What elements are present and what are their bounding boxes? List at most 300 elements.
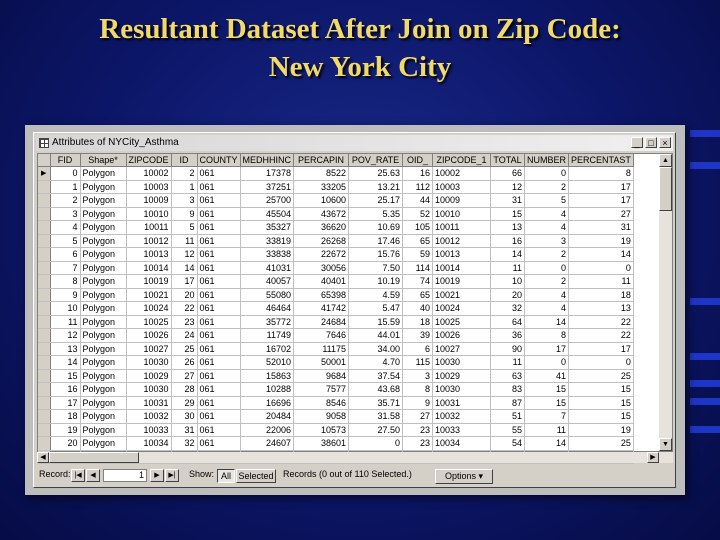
table-cell[interactable]: 3: [171, 194, 197, 208]
current-row-arrow-icon[interactable]: ▶: [38, 167, 50, 181]
table-cell[interactable]: 30056: [294, 261, 349, 275]
table-cell[interactable]: 2: [525, 275, 569, 289]
table-cell[interactable]: 10011: [126, 221, 171, 235]
row-selector[interactable]: [38, 423, 50, 437]
column-header[interactable]: ID: [171, 154, 197, 167]
table-cell[interactable]: 10032: [126, 410, 171, 424]
table-cell[interactable]: 061: [197, 383, 240, 397]
table-cell[interactable]: 15: [50, 369, 80, 383]
table-cell[interactable]: 8522: [294, 167, 349, 181]
table-cell[interactable]: 10009: [126, 194, 171, 208]
table-cell[interactable]: 44: [403, 194, 433, 208]
row-selector[interactable]: [38, 248, 50, 262]
table-cell[interactable]: 13.21: [349, 180, 403, 194]
table-cell[interactable]: 4: [50, 221, 80, 235]
table-cell[interactable]: 10034: [433, 437, 491, 451]
table-cell[interactable]: 20: [491, 288, 525, 302]
table-cell[interactable]: 15: [569, 410, 634, 424]
table-cell[interactable]: 12: [491, 180, 525, 194]
table-cell[interactable]: Polygon: [80, 423, 126, 437]
table-cell[interactable]: 15: [569, 396, 634, 410]
table-cell[interactable]: 10029: [126, 369, 171, 383]
table-cell[interactable]: 0: [525, 167, 569, 181]
table-cell[interactable]: Polygon: [80, 167, 126, 181]
table-cell[interactable]: 14: [569, 248, 634, 262]
table-cell[interactable]: 31.58: [349, 410, 403, 424]
table-cell[interactable]: 20: [171, 288, 197, 302]
table-row[interactable]: [38, 396, 633, 410]
table-cell[interactable]: 27: [403, 410, 433, 424]
table-row[interactable]: [38, 180, 633, 194]
table-row[interactable]: [38, 248, 633, 262]
table-cell[interactable]: 11175: [294, 342, 349, 356]
table-cell[interactable]: 34.00: [349, 342, 403, 356]
table-cell[interactable]: 5: [525, 194, 569, 208]
table-cell[interactable]: 061: [197, 180, 240, 194]
table-cell[interactable]: 0: [569, 356, 634, 370]
table-cell[interactable]: 2: [50, 194, 80, 208]
minimize-button[interactable]: _: [631, 137, 643, 148]
table-row[interactable]: [38, 234, 633, 248]
table-cell[interactable]: 32: [491, 302, 525, 316]
table-cell[interactable]: 105: [403, 221, 433, 235]
table-cell[interactable]: 8: [403, 383, 433, 397]
table-cell[interactable]: 061: [197, 329, 240, 343]
table-cell[interactable]: 16702: [240, 342, 294, 356]
table-cell[interactable]: 40: [403, 302, 433, 316]
table-cell[interactable]: 24607: [240, 437, 294, 451]
table-cell[interactable]: 10027: [126, 342, 171, 356]
window-titlebar[interactable]: [36, 135, 673, 151]
table-cell[interactable]: 2: [171, 167, 197, 181]
table-cell[interactable]: 10025: [433, 315, 491, 329]
table-cell[interactable]: 10030: [433, 356, 491, 370]
table-row[interactable]: [38, 423, 633, 437]
table-cell[interactable]: 87: [491, 396, 525, 410]
table-cell[interactable]: 36620: [294, 221, 349, 235]
table-cell[interactable]: 27.50: [349, 423, 403, 437]
table-cell[interactable]: 0: [525, 356, 569, 370]
table-cell[interactable]: 45504: [240, 207, 294, 221]
table-cell[interactable]: 25700: [240, 194, 294, 208]
table-cell[interactable]: 10.19: [349, 275, 403, 289]
table-cell[interactable]: 061: [197, 356, 240, 370]
column-header[interactable]: POV_RATE: [349, 154, 403, 167]
table-cell[interactable]: 7: [50, 261, 80, 275]
row-selector[interactable]: [38, 302, 50, 316]
table-cell[interactable]: 33819: [240, 234, 294, 248]
table-cell[interactable]: 28: [171, 383, 197, 397]
table-cell[interactable]: 10012: [126, 234, 171, 248]
table-cell[interactable]: 10.69: [349, 221, 403, 235]
table-row[interactable]: [38, 369, 633, 383]
table-cell[interactable]: 10030: [433, 383, 491, 397]
table-cell[interactable]: 061: [197, 437, 240, 451]
table-cell[interactable]: 10009: [433, 194, 491, 208]
table-cell[interactable]: 9058: [294, 410, 349, 424]
table-cell[interactable]: 10012: [433, 234, 491, 248]
table-cell[interactable]: 10030: [126, 383, 171, 397]
table-cell[interactable]: 10031: [433, 396, 491, 410]
table-cell[interactable]: 112: [403, 180, 433, 194]
table-cell[interactable]: 10010: [433, 207, 491, 221]
table-cell[interactable]: 10032: [433, 410, 491, 424]
table-row[interactable]: [38, 194, 633, 208]
table-cell[interactable]: Polygon: [80, 437, 126, 451]
table-cell[interactable]: 39: [403, 329, 433, 343]
table-cell[interactable]: 27: [171, 369, 197, 383]
table-row[interactable]: [38, 207, 633, 221]
column-header[interactable]: PERCAPIN: [294, 154, 349, 167]
table-cell[interactable]: 0: [525, 261, 569, 275]
table-cell[interactable]: 3: [50, 207, 80, 221]
table-cell[interactable]: 061: [197, 194, 240, 208]
table-cell[interactable]: 11: [50, 315, 80, 329]
row-selector[interactable]: [38, 369, 50, 383]
next-record-icon[interactable]: ▶: [150, 469, 164, 482]
table-cell[interactable]: 2: [525, 180, 569, 194]
table-cell[interactable]: 10019: [126, 275, 171, 289]
table-cell[interactable]: 9: [403, 396, 433, 410]
table-cell[interactable]: Polygon: [80, 180, 126, 194]
table-cell[interactable]: 24684: [294, 315, 349, 329]
table-cell[interactable]: 59: [403, 248, 433, 262]
table-cell[interactable]: 18: [50, 410, 80, 424]
table-cell[interactable]: 23: [403, 423, 433, 437]
table-cell[interactable]: 061: [197, 396, 240, 410]
table-cell[interactable]: 15863: [240, 369, 294, 383]
table-cell[interactable]: 11: [525, 423, 569, 437]
table-cell[interactable]: 11: [491, 261, 525, 275]
close-button[interactable]: ×: [659, 137, 671, 148]
table-cell[interactable]: 20484: [240, 410, 294, 424]
table-row[interactable]: [38, 356, 633, 370]
table-cell[interactable]: 41742: [294, 302, 349, 316]
table-cell[interactable]: 4: [525, 221, 569, 235]
table-cell[interactable]: 061: [197, 248, 240, 262]
table-cell[interactable]: 10027: [433, 342, 491, 356]
table-cell[interactable]: 16: [50, 383, 80, 397]
table-cell[interactable]: 19: [569, 234, 634, 248]
table-cell[interactable]: 061: [197, 207, 240, 221]
table-cell[interactable]: 10034: [126, 437, 171, 451]
table-cell[interactable]: 90: [491, 342, 525, 356]
table-row[interactable]: [38, 261, 633, 275]
table-cell[interactable]: 10014: [126, 261, 171, 275]
table-cell[interactable]: 15: [525, 396, 569, 410]
table-cell[interactable]: 20: [50, 437, 80, 451]
table-cell[interactable]: 10600: [294, 194, 349, 208]
table-cell[interactable]: 10021: [433, 288, 491, 302]
table-cell[interactable]: Polygon: [80, 410, 126, 424]
row-selector[interactable]: [38, 396, 50, 410]
table-cell[interactable]: 14: [525, 315, 569, 329]
scroll-up-icon[interactable]: ▲: [659, 154, 672, 167]
table-cell[interactable]: 15: [569, 383, 634, 397]
table-cell[interactable]: 9684: [294, 369, 349, 383]
table-cell[interactable]: 17: [569, 180, 634, 194]
table-cell[interactable]: 22006: [240, 423, 294, 437]
row-selector[interactable]: [38, 194, 50, 208]
table-cell[interactable]: Polygon: [80, 302, 126, 316]
table-cell[interactable]: 33838: [240, 248, 294, 262]
table-cell[interactable]: 33205: [294, 180, 349, 194]
table-cell[interactable]: 17: [569, 342, 634, 356]
table-cell[interactable]: 41: [525, 369, 569, 383]
table-cell[interactable]: 23: [171, 315, 197, 329]
table-cell[interactable]: 25: [569, 437, 634, 451]
row-selector[interactable]: [38, 342, 50, 356]
maximize-button[interactable]: □: [645, 137, 657, 148]
table-cell[interactable]: 32: [171, 437, 197, 451]
scroll-thumb[interactable]: [659, 167, 672, 211]
table-cell[interactable]: 35.71: [349, 396, 403, 410]
table-cell[interactable]: 16: [491, 234, 525, 248]
column-header[interactable]: Shape*: [80, 154, 126, 167]
table-row[interactable]: [38, 410, 633, 424]
table-cell[interactable]: 10024: [126, 302, 171, 316]
table-cell[interactable]: 19: [569, 423, 634, 437]
table-cell[interactable]: 10026: [126, 329, 171, 343]
table-cell[interactable]: Polygon: [80, 383, 126, 397]
column-header[interactable]: MEDHHINC: [240, 154, 294, 167]
row-selector[interactable]: [38, 288, 50, 302]
show-selected-button[interactable]: Selected: [236, 469, 276, 483]
column-header[interactable]: NUMBER: [525, 154, 569, 167]
table-cell[interactable]: 17: [171, 275, 197, 289]
table-cell[interactable]: 10033: [126, 423, 171, 437]
horizontal-scroll-thumb[interactable]: [49, 452, 139, 463]
row-selector[interactable]: [38, 180, 50, 194]
table-cell[interactable]: 63: [491, 369, 525, 383]
table-cell[interactable]: 35772: [240, 315, 294, 329]
table-cell[interactable]: 9: [50, 288, 80, 302]
table-cell[interactable]: 37251: [240, 180, 294, 194]
table-cell[interactable]: Polygon: [80, 275, 126, 289]
table-cell[interactable]: 3: [403, 369, 433, 383]
table-row[interactable]: [38, 167, 633, 181]
column-header[interactable]: COUNTY: [197, 154, 240, 167]
table-cell[interactable]: 7.50: [349, 261, 403, 275]
table-cell[interactable]: 41031: [240, 261, 294, 275]
table-cell[interactable]: 10013: [433, 248, 491, 262]
table-cell[interactable]: 9: [171, 207, 197, 221]
table-cell[interactable]: 10014: [433, 261, 491, 275]
vertical-scrollbar[interactable]: [659, 154, 672, 451]
table-cell[interactable]: 27: [569, 207, 634, 221]
table-cell[interactable]: Polygon: [80, 396, 126, 410]
table-cell[interactable]: 16: [403, 167, 433, 181]
table-cell[interactable]: 12: [50, 329, 80, 343]
table-cell[interactable]: Polygon: [80, 356, 126, 370]
table-cell[interactable]: 15: [491, 207, 525, 221]
table-cell[interactable]: 17: [50, 396, 80, 410]
table-cell[interactable]: 55: [491, 423, 525, 437]
table-cell[interactable]: 29: [171, 396, 197, 410]
table-cell[interactable]: Polygon: [80, 315, 126, 329]
row-selector[interactable]: [38, 437, 50, 451]
table-row[interactable]: [38, 437, 633, 451]
table-cell[interactable]: 5: [171, 221, 197, 235]
table-cell[interactable]: 061: [197, 423, 240, 437]
table-cell[interactable]: 25: [171, 342, 197, 356]
table-cell[interactable]: 24: [171, 329, 197, 343]
table-cell[interactable]: 10: [50, 302, 80, 316]
table-row[interactable]: [38, 288, 633, 302]
table-cell[interactable]: 061: [197, 369, 240, 383]
row-selector[interactable]: [38, 383, 50, 397]
table-cell[interactable]: 2: [525, 248, 569, 262]
table-cell[interactable]: 8: [569, 167, 634, 181]
table-cell[interactable]: 17: [569, 194, 634, 208]
column-header[interactable]: FID: [50, 154, 80, 167]
table-cell[interactable]: Polygon: [80, 207, 126, 221]
table-cell[interactable]: Polygon: [80, 261, 126, 275]
table-cell[interactable]: 46464: [240, 302, 294, 316]
table-cell[interactable]: Polygon: [80, 248, 126, 262]
table-cell[interactable]: 4.70: [349, 356, 403, 370]
table-cell[interactable]: 061: [197, 288, 240, 302]
previous-record-icon[interactable]: ◀: [86, 469, 100, 482]
table-cell[interactable]: 10030: [126, 356, 171, 370]
table-cell[interactable]: 7577: [294, 383, 349, 397]
table-row[interactable]: [38, 383, 633, 397]
table-cell[interactable]: 16696: [240, 396, 294, 410]
table-cell[interactable]: 22672: [294, 248, 349, 262]
table-cell[interactable]: 10573: [294, 423, 349, 437]
row-selector[interactable]: [38, 221, 50, 235]
table-cell[interactable]: 7646: [294, 329, 349, 343]
table-cell[interactable]: 0: [349, 437, 403, 451]
table-cell[interactable]: 54: [491, 437, 525, 451]
table-cell[interactable]: 10013: [126, 248, 171, 262]
table-cell[interactable]: 22: [171, 302, 197, 316]
table-cell[interactable]: 10010: [126, 207, 171, 221]
table-cell[interactable]: 7: [525, 410, 569, 424]
table-cell[interactable]: 5: [50, 234, 80, 248]
table-cell[interactable]: 10031: [126, 396, 171, 410]
table-cell[interactable]: 44.01: [349, 329, 403, 343]
table-cell[interactable]: Polygon: [80, 194, 126, 208]
record-number-input[interactable]: 1: [103, 469, 147, 482]
table-cell[interactable]: 31: [569, 221, 634, 235]
table-cell[interactable]: 52: [403, 207, 433, 221]
table-cell[interactable]: 74: [403, 275, 433, 289]
table-row[interactable]: [38, 342, 633, 356]
table-cell[interactable]: 8: [50, 275, 80, 289]
table-row[interactable]: [38, 302, 633, 316]
table-cell[interactable]: 15.59: [349, 315, 403, 329]
table-cell[interactable]: 14: [491, 248, 525, 262]
table-cell[interactable]: 65398: [294, 288, 349, 302]
table-cell[interactable]: 10002: [433, 167, 491, 181]
table-cell[interactable]: 061: [197, 275, 240, 289]
table-cell[interactable]: 14: [525, 437, 569, 451]
row-selector[interactable]: [38, 207, 50, 221]
table-row[interactable]: [38, 275, 633, 289]
row-selector[interactable]: [38, 315, 50, 329]
table-cell[interactable]: 10025: [126, 315, 171, 329]
table-cell[interactable]: 061: [197, 234, 240, 248]
table-cell[interactable]: 8: [525, 329, 569, 343]
table-cell[interactable]: 061: [197, 342, 240, 356]
table-cell[interactable]: Polygon: [80, 288, 126, 302]
horizontal-scrollbar[interactable]: [37, 452, 673, 463]
table-cell[interactable]: 4: [525, 207, 569, 221]
table-cell[interactable]: 11: [491, 356, 525, 370]
table-cell[interactable]: 061: [197, 410, 240, 424]
table-cell[interactable]: 10029: [433, 369, 491, 383]
row-selector[interactable]: [38, 275, 50, 289]
column-header[interactable]: PERCENTAST: [569, 154, 634, 167]
scroll-left-icon[interactable]: ◀: [37, 452, 49, 463]
table-cell[interactable]: 4.59: [349, 288, 403, 302]
table-cell[interactable]: 31: [491, 194, 525, 208]
table-cell[interactable]: 14: [171, 261, 197, 275]
table-cell[interactable]: 52010: [240, 356, 294, 370]
table-cell[interactable]: 13: [491, 221, 525, 235]
row-selector[interactable]: [38, 261, 50, 275]
table-cell[interactable]: 35327: [240, 221, 294, 235]
table-cell[interactable]: 5.35: [349, 207, 403, 221]
table-cell[interactable]: 25: [569, 369, 634, 383]
table-cell[interactable]: 55080: [240, 288, 294, 302]
table-cell[interactable]: 17: [525, 342, 569, 356]
table-cell[interactable]: Polygon: [80, 342, 126, 356]
table-cell[interactable]: 50001: [294, 356, 349, 370]
table-cell[interactable]: 061: [197, 261, 240, 275]
table-cell[interactable]: 19: [50, 423, 80, 437]
column-header[interactable]: TOTAL: [491, 154, 525, 167]
table-cell[interactable]: Polygon: [80, 369, 126, 383]
table-cell[interactable]: 36: [491, 329, 525, 343]
table-cell[interactable]: 38601: [294, 437, 349, 451]
table-cell[interactable]: 10024: [433, 302, 491, 316]
table-cell[interactable]: 43672: [294, 207, 349, 221]
table-cell[interactable]: 65: [403, 234, 433, 248]
table-cell[interactable]: 114: [403, 261, 433, 275]
table-row[interactable]: [38, 221, 633, 235]
table-cell[interactable]: Polygon: [80, 234, 126, 248]
table-cell[interactable]: 4: [525, 302, 569, 316]
table-cell[interactable]: 30: [171, 410, 197, 424]
table-cell[interactable]: 10003: [433, 180, 491, 194]
table-cell[interactable]: 40401: [294, 275, 349, 289]
table-cell[interactable]: Polygon: [80, 221, 126, 235]
table-cell[interactable]: 17.46: [349, 234, 403, 248]
table-cell[interactable]: 23: [403, 437, 433, 451]
table-cell[interactable]: 10288: [240, 383, 294, 397]
first-record-icon[interactable]: |◀: [71, 469, 85, 482]
table-cell[interactable]: 15: [525, 383, 569, 397]
table-cell[interactable]: 0: [569, 261, 634, 275]
column-header[interactable]: OID_: [403, 154, 433, 167]
table-cell[interactable]: 3: [525, 234, 569, 248]
options-button[interactable]: [435, 469, 493, 484]
table-cell[interactable]: 18: [569, 288, 634, 302]
table-cell[interactable]: 22: [569, 315, 634, 329]
table-cell[interactable]: 17378: [240, 167, 294, 181]
table-cell[interactable]: 5.47: [349, 302, 403, 316]
table-cell[interactable]: 22: [569, 329, 634, 343]
last-record-icon[interactable]: ▶|: [165, 469, 179, 482]
table-cell[interactable]: 115: [403, 356, 433, 370]
table-cell[interactable]: 37.54: [349, 369, 403, 383]
table-cell[interactable]: 66: [491, 167, 525, 181]
table-cell[interactable]: 0: [50, 167, 80, 181]
table-cell[interactable]: 061: [197, 315, 240, 329]
table-cell[interactable]: 11749: [240, 329, 294, 343]
